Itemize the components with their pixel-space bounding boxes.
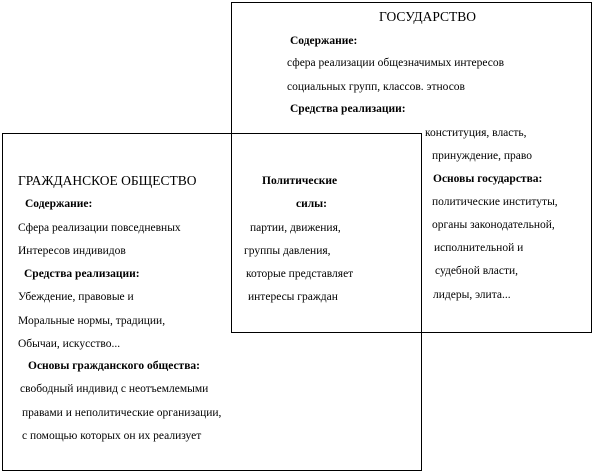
civil-society-content-label: Содержание:	[25, 198, 93, 210]
political-forces-title: силы:	[296, 198, 327, 210]
state-means-line: принуждение, право	[432, 150, 532, 162]
state-foundations-line: исполнительной и	[434, 242, 524, 254]
civil-society-means-line: Моральные нормы, традиции,	[18, 315, 166, 327]
civil-society-means-label: Средства реализации:	[24, 268, 140, 280]
state-foundations-line: судебной власти,	[435, 265, 518, 277]
political-forces-line: группы давления,	[244, 245, 331, 257]
state-foundations-line: лидеры, элита...	[433, 289, 511, 301]
state-means-line: конституция, власть,	[425, 127, 527, 139]
political-forces-title: Политические	[262, 175, 338, 187]
state-content-label: Содержание:	[290, 35, 358, 47]
civil-society-foundations-line: правами и неполитические организации,	[22, 407, 222, 419]
state-title: ГОСУДАРСТВО	[379, 9, 477, 24]
civil-society-title: ГРАЖДАНСКОЕ ОБЩЕСТВО	[18, 173, 197, 188]
civil-society-foundations-label: Основы гражданского общества:	[28, 360, 200, 372]
civil-society-foundations-line: свободный индивид с неотъемлемыми	[20, 383, 209, 395]
state-means-label: Средства реализации:	[290, 103, 406, 115]
political-forces-line: партии, движения,	[250, 222, 341, 234]
state-foundations-line: политические институты,	[432, 196, 558, 208]
state-content-line: сфера реализации общезначимых интересов	[287, 57, 505, 69]
civil-society-content-line: Интересов индивидов	[18, 245, 126, 257]
civil-society-foundations-line: с помощью которых он их реализует	[22, 430, 202, 442]
political-forces-line: которые представляет	[246, 268, 354, 280]
civil-society-means-line: Обычаи, искусство...	[18, 338, 121, 350]
civil-society-content-line: Сфера реализации повседневных	[18, 222, 181, 234]
state-content-line: социальных групп, классов. этносов	[287, 81, 465, 93]
political-forces-line: интересы граждан	[248, 291, 338, 303]
state-foundations-label: Основы государства:	[433, 173, 543, 185]
civil-society-means-line: Убеждение, правовые и	[18, 291, 134, 303]
state-foundations-line: органы законодательной,	[432, 219, 555, 231]
